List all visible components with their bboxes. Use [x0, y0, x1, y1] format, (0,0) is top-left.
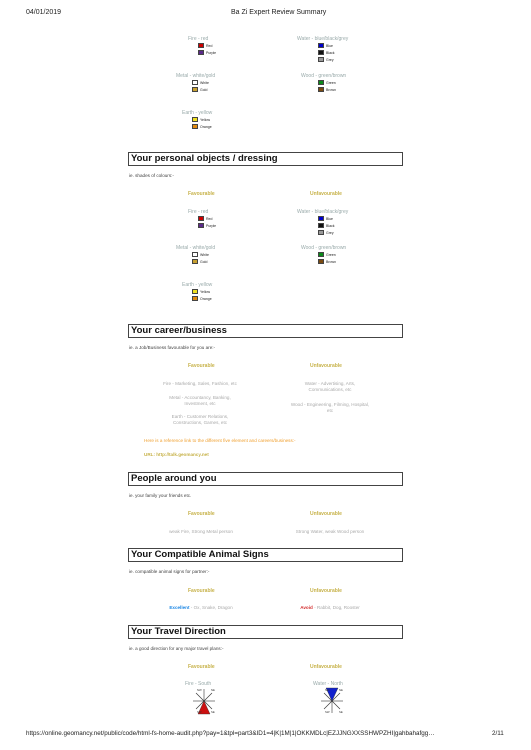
page-title: Ba Zi Expert Review Summary [231, 9, 327, 16]
career-reference-text: Here is a reference link to the different five element and careers/business:- [144, 438, 296, 443]
personal-water-label: Water - blue/black/grey [297, 209, 349, 215]
career-favourable: Favourable [188, 363, 215, 369]
personal-metal-swatches: White Gold [192, 251, 209, 265]
swatch-brown [318, 87, 324, 92]
swatch-red [198, 43, 204, 48]
personal-wood-label: Wood - green/brown [301, 245, 347, 251]
fire-label: Fire - red [188, 36, 209, 42]
people-unfav-text: Strong Water, weak Wood person [295, 529, 365, 534]
swatch-orange [192, 124, 198, 129]
swatch-white [192, 252, 198, 257]
travel-favourable: Favourable [188, 664, 215, 670]
compass-letter-se: SE [211, 710, 215, 714]
travel-unfavourable: Unfavourable [310, 664, 342, 670]
compass-letter-nw: NW [325, 688, 330, 692]
career-fav-earth: Earth - Customer Relations, [171, 414, 229, 419]
print-date: 04/01/2019 [26, 9, 62, 16]
career-unfav-water-2: Communications, etc [308, 387, 352, 392]
fire-swatches: Red Purple [198, 42, 216, 56]
career-intro: ie. a Job/Business favourable for you are:- [129, 345, 216, 350]
swatch-grey [318, 230, 324, 235]
swatch-grey [318, 57, 324, 62]
swatch-green [318, 80, 324, 85]
swatch-green [318, 252, 324, 257]
swatch-red [198, 216, 204, 221]
compass-letter-nw: NW [197, 688, 202, 692]
compass-letter-ne: NE [211, 688, 215, 692]
page-number: 2/11 [492, 730, 504, 737]
personal-earth-label: Earth - yellow [182, 282, 213, 288]
metal-swatches: White Gold [192, 79, 209, 93]
swatch-blue [318, 43, 324, 48]
swatch-white [192, 80, 198, 85]
compass-south-icon [188, 686, 220, 716]
water-label: Water - blue/black/grey [297, 36, 349, 42]
section-people-heading: People around you [128, 472, 403, 486]
career-reference-link[interactable]: URL: http://talk.geomancy.net [144, 452, 209, 457]
personal-fire-label: Fire - red [188, 209, 209, 215]
earth-swatches: Yellow Orange [192, 116, 212, 130]
wood-swatches: Green Brown [318, 79, 336, 93]
swatch-gold [192, 259, 198, 264]
people-unfavourable: Unfavourable [310, 511, 342, 517]
swatch-blue [318, 216, 324, 221]
animals-unfavourable: Unfavourable [310, 588, 342, 594]
personal-fire-swatches: Red Purple [198, 215, 216, 229]
swatch-gold [192, 87, 198, 92]
animals-favourable: Favourable [188, 588, 215, 594]
personal-metal-label: Metal - white/gold [176, 245, 216, 251]
footer-url[interactable]: https://online.geomancy.net/public/code/html-fs-home-audit.php?pay=1&tpl=part3&ID1=4|K|1M|1|OKKMDLc|EZJJNGXXSSHWPZHI|gahbahafgg… [26, 730, 435, 737]
personal-wood-swatches: Green Brown [318, 251, 336, 265]
compass-letter-sw: SW [197, 710, 202, 714]
personal-water-swatches: Blue Black Grey [318, 215, 335, 236]
section-travel-heading: Your Travel Direction [128, 625, 403, 639]
swatch-black [318, 50, 324, 55]
career-fav-metal: Metal - Accountancy, Banking, [169, 395, 231, 400]
animals-unfav-text: Avoid - Rabbit, Dog, Rooster [300, 605, 360, 610]
personal-unfavourable: Unfavourable [310, 191, 342, 197]
swatch-purple [198, 50, 204, 55]
career-unfav-water: Water - Advertising, Arts, [304, 381, 356, 386]
swatch-yellow [192, 289, 198, 294]
section-animals-heading: Your Compatible Animal Signs [128, 548, 403, 562]
travel-fav-label: Fire - South [185, 681, 212, 687]
animals-fav-text: Excellent - Ox, Snake, Dragon [169, 605, 233, 610]
people-intro: ie. your family your friends etc. [129, 493, 192, 498]
personal-earth-swatches: Yellow Orange [192, 288, 212, 302]
section-personal-heading: Your personal objects / dressing [128, 152, 403, 166]
personal-favourable: Favourable [188, 191, 215, 197]
section-career-heading: Your career/business [128, 324, 403, 338]
travel-unfav-label: Water - North [313, 681, 343, 687]
career-fav-fire: Fire - Marketing, Sales, Fashion, etc [163, 381, 237, 386]
metal-label: Metal - white/gold [176, 73, 216, 79]
career-fav-metal-2: Investment, etc [184, 401, 216, 406]
career-unfavourable: Unfavourable [310, 363, 342, 369]
water-swatches: Blue Black Grey [318, 42, 335, 63]
swatch-yellow [192, 117, 198, 122]
compass-letter-se: SE [339, 710, 343, 714]
travel-intro: ie. a good direction for any major travel plans:- [129, 646, 224, 651]
animals-intro: ie. compatible animal signs for partner:- [129, 569, 210, 574]
personal-intro: ie. shades of colours:- [129, 173, 174, 178]
compass-north-icon [316, 686, 348, 716]
swatch-black [318, 223, 324, 228]
compass-letter-sw: SW [325, 710, 330, 714]
career-unfav-wood-2: etc [326, 408, 334, 413]
wood-label: Wood - green/brown [301, 73, 347, 79]
compass-letter-ne: NE [339, 688, 343, 692]
earth-label: Earth - yellow [182, 110, 213, 116]
people-fav-text: weak Fire, Strong Metal person [169, 529, 233, 534]
swatch-brown [318, 259, 324, 264]
career-unfav-wood: Wood - Engineering, Filming, Hospital, [290, 402, 370, 407]
swatch-purple [198, 223, 204, 228]
career-fav-earth-2: Constructions, Games, etc [172, 420, 228, 425]
people-favourable: Favourable [188, 511, 215, 517]
swatch-orange [192, 296, 198, 301]
